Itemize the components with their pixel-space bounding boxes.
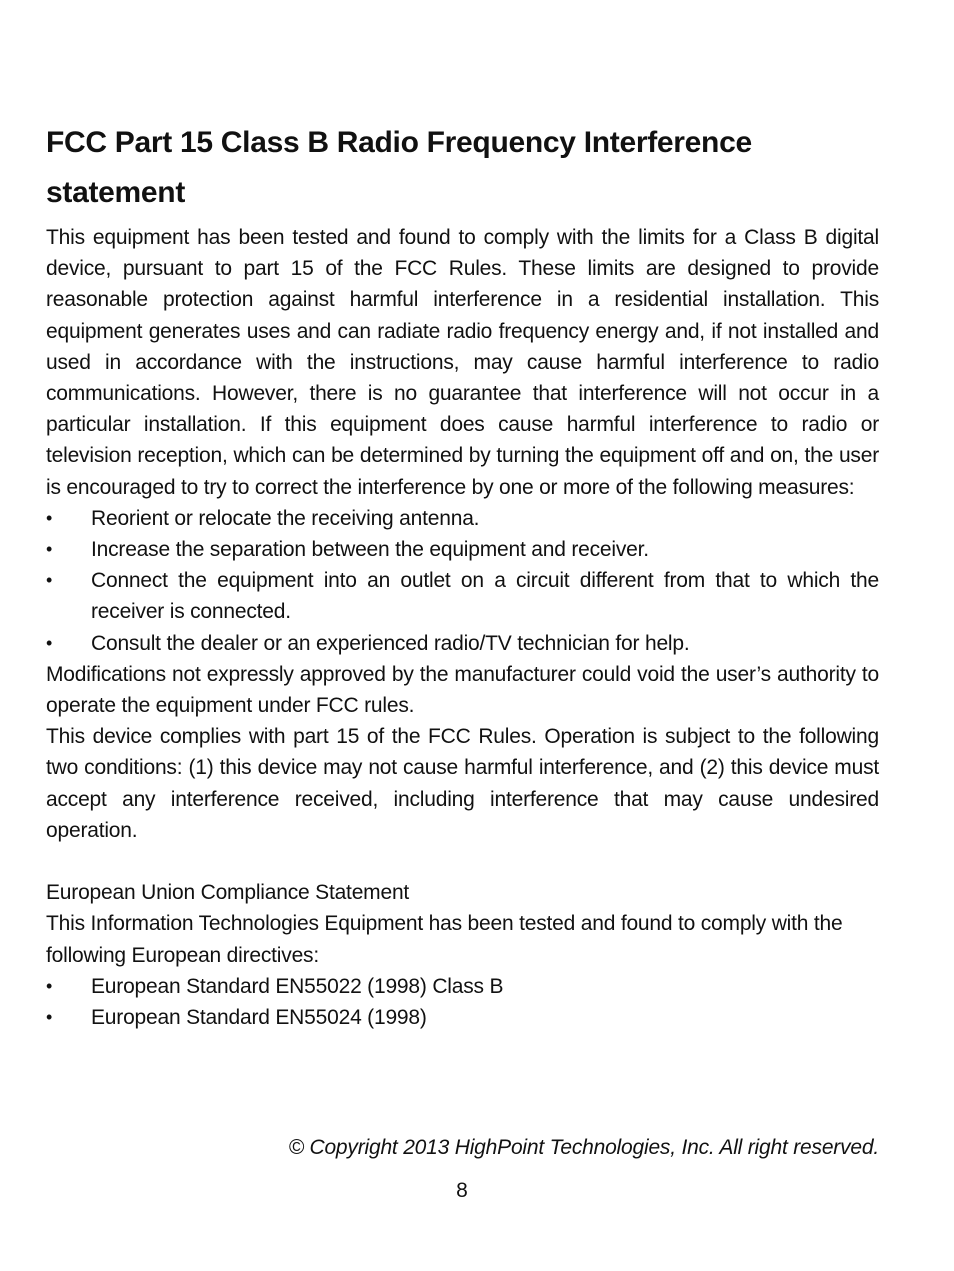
list-item — [46, 503, 879, 534]
fcc-intro-paragraph: This equipment has been tested and found to comply with the limits for a Class B digital device, pursuant to part 15 of the FCC Rules. These limits are designed to provide reasonable protection against harmful interference in a residential installation. This equipment generates uses and can radiate radio frequency energy and, if not installed and used in accordance with the instructions, may cause harmful interference to radio communications. However, there is no guarantee that interference will not occur in a particular installation. If this equipment does cause harmful interference to radio or television reception, which can be determined by turning the equipment off and on, the user is encouraged to try to correct the interference by one or more of the following measures: — [46, 226, 879, 499]
list-item — [46, 1002, 879, 1033]
fcc-modifications-paragraph: Modifications not expressly approved by the manufacturer could void the user’s authority to operate the equipment under FCC rules. — [46, 662, 879, 718]
list-item — [46, 628, 879, 659]
bullet-icon: • — [46, 1007, 53, 1028]
bullet-icon: • — [46, 507, 53, 528]
section-spacer — [46, 846, 879, 877]
bullet-icon: • — [46, 570, 53, 591]
list-item — [46, 565, 879, 627]
document-page — [46, 118, 879, 1033]
list-item-text: Reorient or relocate the receiving antenna. — [91, 506, 480, 530]
list-item-text: Increase the separation between the equipment and receiver. — [91, 538, 649, 562]
copyright-notice: © Copyright 2013 HighPoint Technologies, Inc. All right reserved. — [288, 1136, 879, 1159]
bullet-icon: • — [46, 975, 53, 996]
list-item — [46, 534, 879, 565]
list-item-text: Consult the dealer or an experienced radio/TV technician for help. — [91, 631, 690, 655]
bullet-icon: • — [46, 632, 53, 653]
list-item-text: European Standard EN55022 (1998) Class B — [91, 974, 504, 998]
page-number: 8 — [456, 1179, 468, 1202]
list-item-text: European Standard EN55024 (1998) — [91, 1006, 427, 1030]
list-item — [46, 971, 879, 1002]
eu-standards-list — [46, 971, 879, 1033]
list-item-text: Connect the equipment into an outlet on a circuit different from that to which the receiver is connected. — [91, 569, 879, 624]
eu-intro-paragraph: This Information Technologies Equipment has been tested and found to comply with the following European directives: — [46, 912, 843, 967]
fcc-measures-list — [46, 503, 879, 659]
page-title: FCC Part 15 Class B Radio Frequency Interference statement — [46, 126, 752, 209]
fcc-compliance-paragraph: This device complies with part 15 of the FCC Rules. Operation is subject to the following two conditions: (1) this device may not cause harmful interference, and (2) this device must accept any interference received, including interference that may cause undesired operation. — [46, 725, 879, 842]
bullet-icon: • — [46, 539, 53, 560]
eu-heading: European Union Compliance Statement — [46, 881, 410, 905]
